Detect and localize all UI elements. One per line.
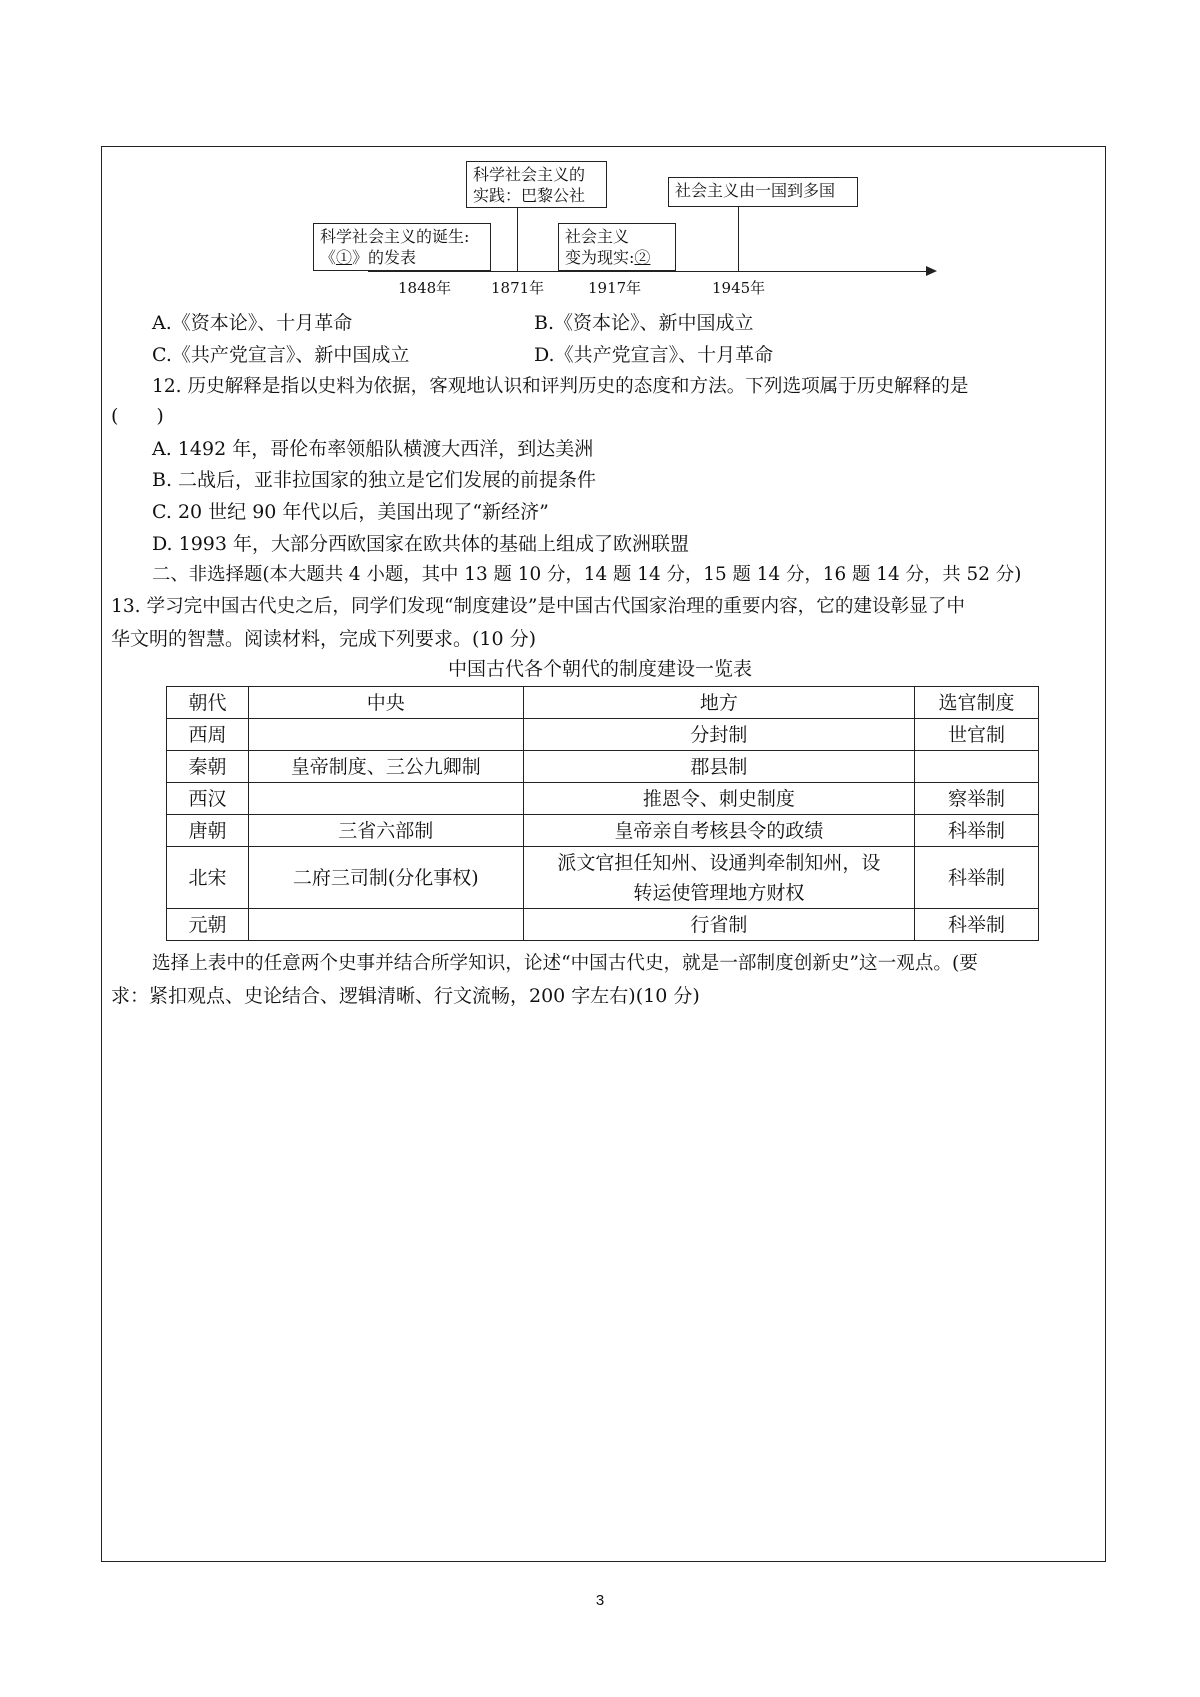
timeline-year: 1917年 <box>588 279 642 297</box>
table-row <box>167 815 1039 847</box>
table-cell: 推恩令、刺史制度 <box>523 783 915 815</box>
table-cell: 科举制 <box>915 815 1039 847</box>
blank-1: ① <box>336 248 353 267</box>
table-cell: 科举制 <box>915 909 1039 941</box>
blank-2: ② <box>634 248 651 267</box>
q12-stem: 12. 历史解释是指以史料为依据，客观地认识和评判历史的态度和方法。下列选项属于历史解释的是 <box>152 376 969 397</box>
timeline-axis <box>368 271 928 272</box>
header-cell: 选官制度 <box>915 687 1039 719</box>
table-header-row <box>167 687 1039 719</box>
header-cell: 中央 <box>248 687 523 719</box>
table-cell: 西汉 <box>167 783 249 815</box>
table-cell: 元朝 <box>167 909 249 941</box>
q13-stem-line1: 13. 学习完中国古代史之后，同学们发现“制度建设”是中国古代国家治理的重要内容，它的建设彰显了中 <box>111 596 966 617</box>
table-cell: 郡县制 <box>523 751 915 783</box>
institution-table <box>166 686 1039 941</box>
timeline-year: 1945年 <box>712 279 766 297</box>
table-row <box>167 783 1039 815</box>
timeline-box-paris-commune: 科学社会主义的 实践：巴黎公社 <box>466 161 607 208</box>
q11-option-a: A.《资本论》、十月革命 <box>152 312 353 334</box>
table-cell: 分封制 <box>523 719 915 751</box>
q12-option-d: D. 1993 年，大部分西欧国家在欧共体的基础上组成了欧洲联盟 <box>152 533 690 555</box>
q11-option-c: C.《共产党宣言》、新中国成立 <box>152 344 410 366</box>
table-cell: 秦朝 <box>167 751 249 783</box>
q12-option-a: A. 1492 年，哥伦布率领船队横渡大西洋，到达美洲 <box>152 438 594 460</box>
arrow-right-icon <box>926 266 937 276</box>
table-cell: 二府三司制(分化事权) <box>248 847 523 909</box>
table-row <box>167 719 1039 751</box>
q13-requirement-line2: 求：紧扣观点、史论结合、逻辑清晰、行文流畅，200 字左右)(10 分) <box>111 985 700 1007</box>
table-cell <box>248 909 523 941</box>
q11-option-b: B.《资本论》、新中国成立 <box>534 312 754 334</box>
table-cell: 科举制 <box>915 847 1039 909</box>
q12-option-b: B. 二战后，亚非拉国家的独立是它们发展的前提条件 <box>152 469 597 491</box>
timeline-box-reality: 社会主义 变为现实:② <box>558 223 676 271</box>
table-row <box>167 751 1039 783</box>
table-title: 中国古代各个朝代的制度建设一览表 <box>447 658 752 680</box>
header-cell: 朝代 <box>167 687 249 719</box>
table-cell: 三省六部制 <box>248 815 523 847</box>
table-cell <box>915 751 1039 783</box>
table-cell: 北宋 <box>167 847 249 909</box>
table-cell: 皇帝亲自考核县令的政绩 <box>523 815 915 847</box>
table-row <box>167 909 1039 941</box>
header-cell: 地方 <box>523 687 915 719</box>
q12-answer-paren: ( ) <box>111 405 164 427</box>
section-heading: 二、非选择题(本大题共 4 小题，其中 13 题 10 分，14 题 14 分，15 题 14 分，16 题 14 分，共 52 分) <box>152 564 1022 585</box>
table-cell: 唐朝 <box>167 815 249 847</box>
table-cell: 察举制 <box>915 783 1039 815</box>
table-row <box>167 847 1039 909</box>
table-cell <box>248 719 523 751</box>
timeline-year: 1848年 <box>398 279 452 297</box>
timeline-connector <box>738 207 739 271</box>
table-cell: 皇帝制度、三公九卿制 <box>248 751 523 783</box>
page-number: 3 <box>595 1592 605 1609</box>
table-cell: 世官制 <box>915 719 1039 751</box>
q13-requirement-line1: 选择上表中的任意两个史事并结合所学知识，论述“中国古代史，就是一部制度创新史”这一观点。(要 <box>152 953 978 974</box>
table-cell: 派文官担任知州、设通判牵制知州，设 转运使管理地方财权 <box>523 847 915 909</box>
table-cell <box>248 783 523 815</box>
table-cell: 行省制 <box>523 909 915 941</box>
timeline-year: 1871年 <box>491 279 545 297</box>
timeline-box-multi-country: 社会主义由一国到多国 <box>668 177 858 207</box>
q13-stem-line2: 华文明的智慧。阅读材料，完成下列要求。(10 分) <box>111 628 537 650</box>
table-cell: 西周 <box>167 719 249 751</box>
q12-option-c: C. 20 世纪 90 年代以后，美国出现了“新经济” <box>152 501 549 523</box>
timeline-connector <box>517 208 518 271</box>
timeline-box-birth: 科学社会主义的诞生: 《①》的发表 <box>313 223 491 271</box>
q11-option-d: D.《共产党宣言》、十月革命 <box>534 344 774 366</box>
